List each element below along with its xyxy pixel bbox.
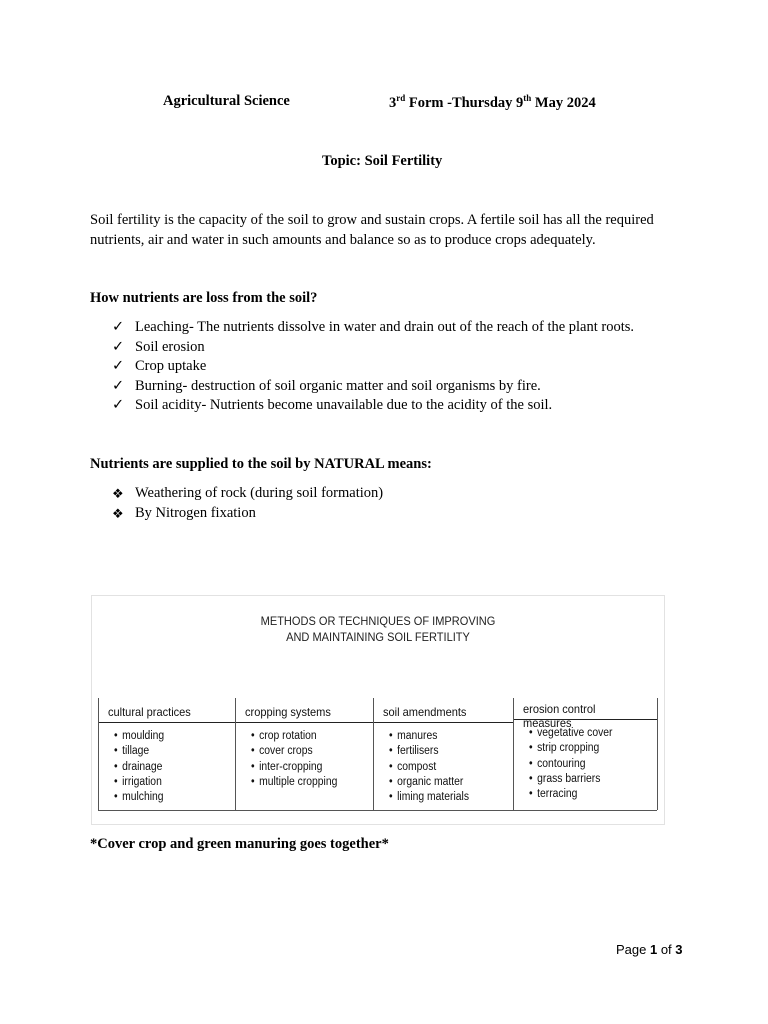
list-item: • irrigation xyxy=(114,775,164,790)
column-divider xyxy=(98,698,99,810)
list-item: ✓ Soil erosion xyxy=(112,338,634,358)
list-item: • multiple cropping xyxy=(251,775,337,790)
list-item: • fertilisers xyxy=(389,744,469,759)
list-item: • terracing xyxy=(529,787,613,802)
day-suffix: th xyxy=(523,93,532,103)
diamond-bullet-icon: ❖ xyxy=(112,486,124,501)
checkmark-icon: ✓ xyxy=(112,397,125,413)
loss-list xyxy=(112,318,634,416)
natural-heading: Nutrients are supplied to the soil by NATURAL means: xyxy=(90,456,432,472)
column-divider xyxy=(513,698,514,810)
column-items xyxy=(389,729,478,805)
list-item: • strip cropping xyxy=(529,741,613,756)
form-date xyxy=(389,93,596,112)
list-item: • organic matter xyxy=(389,775,469,790)
figure-column-erosion xyxy=(513,698,657,810)
intro-paragraph xyxy=(90,210,690,250)
list-item: ✓ Burning- destruction of soil organic matter and soil organisms by fire. xyxy=(112,377,634,397)
list-item: • inter-cropping xyxy=(251,760,337,775)
list-item: • tillage xyxy=(114,744,164,759)
column-rule xyxy=(235,722,373,723)
natural-list xyxy=(112,484,383,523)
column-items xyxy=(114,729,170,805)
column-heading: cropping systems xyxy=(245,705,331,719)
list-item: • grass barriers xyxy=(529,772,613,787)
column-divider xyxy=(657,698,658,810)
checkmark-icon: ✓ xyxy=(112,358,125,374)
column-heading: erosion control measures xyxy=(523,702,596,730)
list-item: • contouring xyxy=(529,757,613,772)
date-rest: May 2024 xyxy=(531,94,596,111)
column-items xyxy=(251,729,347,790)
topic-heading: Topic: Soil Fertility xyxy=(322,153,443,169)
figure-column-cultural xyxy=(98,698,235,810)
list-item: ❖ By Nitrogen fixation xyxy=(112,504,383,524)
figure-column-cropping xyxy=(235,698,373,810)
current-page: 1 xyxy=(649,942,658,957)
list-item: • crop rotation xyxy=(251,729,337,744)
list-item: • moulding xyxy=(114,729,164,744)
total-pages: 3 xyxy=(675,942,683,957)
form-number: 3 xyxy=(389,94,397,111)
figure-title-line-1: METHODS OR TECHNIQUES OF IMPROVING xyxy=(260,614,496,628)
list-item: • drainage xyxy=(114,760,164,775)
intro-line-1: Soil fertility is the capacity of the soil to grow and sustain crops. A fertile soil has all the required xyxy=(90,212,654,228)
soil-fertility-methods-figure xyxy=(91,595,665,825)
column-divider xyxy=(235,698,236,810)
list-item: ✓ Leaching- The nutrients dissolve in water and drain out of the reach of the plant roots. xyxy=(112,318,634,338)
checkmark-icon: ✓ xyxy=(112,377,125,394)
column-items xyxy=(529,726,622,802)
list-item: • cover crops xyxy=(251,744,337,759)
form-suffix: rd xyxy=(396,93,406,103)
list-item: • compost xyxy=(389,760,469,775)
figure-column-amendments xyxy=(373,698,513,810)
column-heading: soil amendments xyxy=(383,705,467,719)
column-rule xyxy=(373,722,513,723)
list-item: ✓ Soil acidity- Nutrients become unavailable due to the acidity of the soil. xyxy=(112,396,634,416)
page-number: Page 1 of 3 xyxy=(616,942,683,957)
checkmark-icon: ✓ xyxy=(112,319,125,335)
list-item: • liming materials xyxy=(389,790,469,805)
list-item: ❖ Weathering of rock (during soil formation) xyxy=(112,484,383,504)
list-item: • manures xyxy=(389,729,469,744)
list-item: • mulching xyxy=(114,790,164,805)
form-rest: Form -Thursday 9 xyxy=(405,94,524,111)
column-rule xyxy=(98,722,235,723)
column-heading: cultural practices xyxy=(108,705,191,719)
column-divider xyxy=(373,698,374,810)
loss-heading: How nutrients are loss from the soil? xyxy=(90,290,318,306)
cover-crop-note: *Cover crop and green manuring goes together* xyxy=(90,836,389,852)
column-rule xyxy=(513,719,657,720)
subject-title: Agricultural Science xyxy=(163,93,290,109)
checkmark-icon: ✓ xyxy=(112,338,125,355)
intro-line-2: nutrients, air and water in such amounts and balance so as to produce crops adequately. xyxy=(90,232,596,248)
diamond-bullet-icon: ❖ xyxy=(112,505,124,521)
list-item: ✓ Crop uptake xyxy=(112,357,634,377)
figure-title-line-2: AND MAINTAINING SOIL FERTILITY xyxy=(286,630,470,644)
figure-baseline xyxy=(98,810,657,811)
list-item: • vegetative cover xyxy=(529,726,613,741)
